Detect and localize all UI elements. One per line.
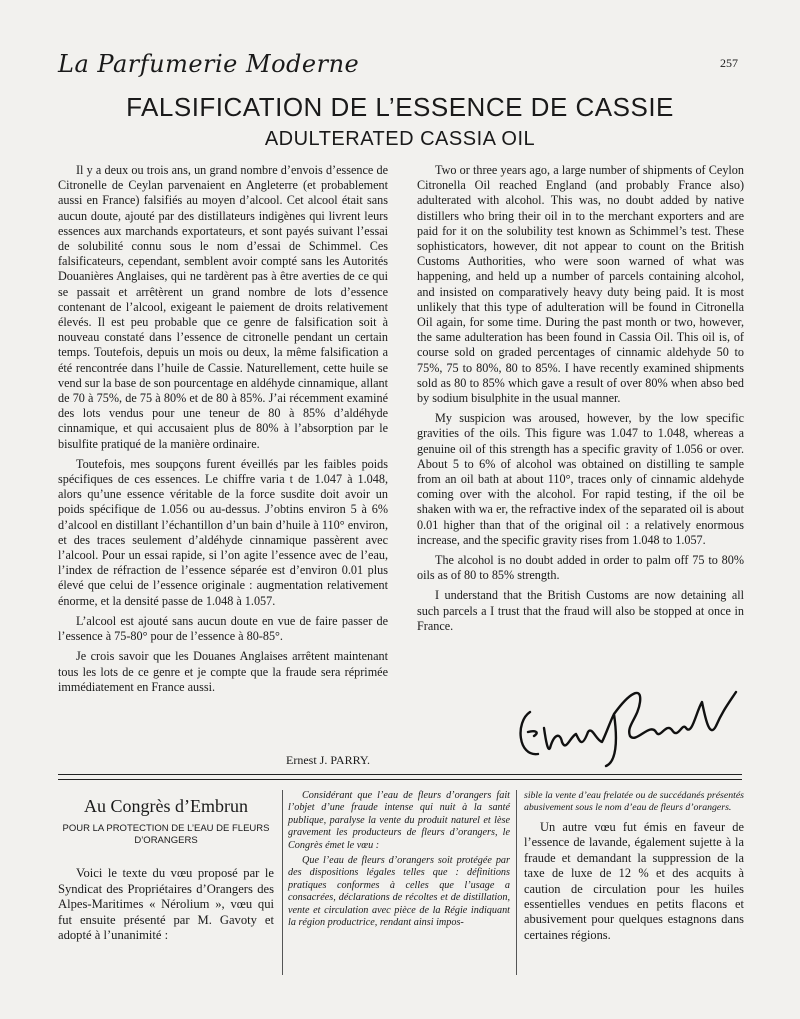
author-signature: Ernest J. PARRY. <box>286 753 371 767</box>
column-divider <box>282 790 283 975</box>
english-column <box>417 163 744 639</box>
section-divider <box>58 774 742 775</box>
handwritten-signature <box>510 682 740 768</box>
english-paragraph: The alcohol is no doubt added in order to palm off 75 to 80% oils as of 80 to 85% strength. <box>417 553 744 583</box>
congress-intro <box>58 866 274 944</box>
french-column <box>58 163 388 700</box>
congress-paragraph: Voici le texte du vœu proposé par le Syndicat des Propriétaires d’Orangers des Alpes-Maritimes « Nérolium », vœu qui fut ensuite présenté par M. Gavoty et adopté à l’unanimité : <box>58 866 274 943</box>
congress-resolution <box>288 790 510 932</box>
french-paragraph: Toutefois, mes soupçons furent éveillés par les faibles poids spécifiques de ces essences. Le chiffre varia t de 1.047 à 1.048, alors qu’une essence véritable de la force susdite doit avoir un poids spécifique de 1.056 ou au-dessus. J’obtins environ 5 à 6% d’alcool en distillant l’échantillon d’un bain d’huile à 110° environ, et des traces seulement d’aldéhyde cinnamique passèrent avec l’alcool. Pour un essai rapide, si l’on agite l’essence avec de l’eau, l’index de réfraction de l’essence séparée est d’environ 0.01 plus élevé que celui de l’essence originale : augmentation relativement énorme, et la densité passe de 1.048 à 1.057. <box>58 456 388 608</box>
article-subtitle: ADULTERATED CASSIA OIL <box>264 128 536 150</box>
column-divider <box>516 790 517 975</box>
resolution-paragraph: Considérant que l’eau de fleurs d’orangers fait l’objet d’une fraude intense qui nuit à la santé publique, paralyse la vente du produit naturel et lèse gravement les producteurs de fleurs d’orangers, le Congrès émet le vœu : <box>288 790 510 851</box>
lavender-resolution: Un autre vœu fut émis en faveur de l’essence de lavande, également sujette à la fraude et demandant la suppression de la taxe de luxe de 12 % et des acquits à caution de circulation pour les huiles essentielles vendues en petits flacons et abusivement pour quelques estagnons dans certaines régions. <box>524 820 744 942</box>
english-paragraph: My suspicion was aroused, however, by the low specific gravities of the oils. This figure was 1.047 to 1.048, whereas a genuine oil of this strength has a specific gravity of 1.056 or over. About 5 to 6% of alcohol was obtained on distilling te sample from an oil bath at about 110°, traces only of cinnamic aldehyde coming over with the alcohol. For rapid testing, if the oil be shaken with wa er, the refractive index of the separated oil is about 0.01 higher than that of the original oil : a relatively enormous increase, and the specific gravity rises from 1.048 to 1.057. <box>417 411 744 547</box>
article-title: FALSIFICATION DE L’ESSENCE DE CASSIE <box>126 92 674 122</box>
congress-subtitle: POUR LA PROTECTION DE L’EAU DE FLEURS D’ORANGERS <box>62 823 270 846</box>
english-paragraph: Two or three years ago, a large number of shipments of Ceylon Citronella Oil reached England (and probably France also) adulterated with alcohol. This was, no doubt added by native distillers who bring their oil in to the merchant exporters and are paid for it on the solubility test known as Schimmel’s test. These sophisticators, however, dit not appear to count on the British Customs Authorities, who were soon warned of what was happening, and held up a number of parcels containing alcohol, and insisted on comparatively heavy duty being paid. It is most unlikely that this type of adulteration will be found in Citronella Oil again, for some time. During the past month or two, however, the same adulteration has been found in Cassia Oil. This oil is, of course sold on graded percentages of cinnamic aldehyde 50 to 75%, 75 to 80%, 80 to 85%. I have recently examined shipments sold as 80 to 85% which gave a result of over 80% when abso bed by sodium bisulphite in the usual manner. <box>417 163 744 406</box>
french-paragraph: Il y a deux ou trois ans, un grand nombre d’envois d’essence de Citronelle de Ceylan parvenaient en Angleterre (et probablement aussi en France) falsifiés au moyen d’alcool. Cet alcool était sans aucun doute, ajouté par des distillateurs indigènes qui livrent leurs essences aux marchands exportateurs, et sont payés suivant l’essai de solubilité connu sous le nom d’essai de Schimmel. Ces falsificateurs, cependant, semblent avoir compté sans les Autorités Douanières Anglaises, qui ne tardèrent pas à être averties de ce qui se passait et arrêtèrent un grand nombre de lots d’essence contenant de l’alcool, exigeant le paiement de droits relativement élevés. Il est peu probable que ce genre de falsification soit à nouveau constaté dans l’essence de citronelle pendant un certain temps. Toutefois, depuis un mois ou deux, la même falsification a été rencontrée dans l’huile de Cassie. Naturellement, cette huile se vend sur la base de son pourcentage en aldéhyde cinnamique, allant de 70 à 75%, de 75 à 80% et de 80 à 85%. J’ai récemment examiné des lots vendus pour une teneur de 80 à 85% d’aldéhyde cinnamique, et qui accusaient plus de 80% à l’absorption par le bisulfite pratiqué de la manière ordinaire. <box>58 163 388 451</box>
resolution-continuation: sible la vente d’eau frelatée ou de succédanés présentés abusivement sous le nom d’eau de fleurs d’orangers. <box>524 790 744 813</box>
page-number: 257 <box>720 56 738 70</box>
magazine-header: La Parfumerie Moderne <box>58 50 360 78</box>
congress-right-column <box>524 790 744 943</box>
french-paragraph: L’alcool est ajouté sans aucun doute en vue de faire passer de l’essence à 75-80° pour de l’essence à 80-85°. <box>58 613 388 644</box>
section-divider <box>58 779 742 780</box>
resolution-paragraph: Que l’eau de fleurs d’orangers soit protégée par des dispositions légales telles que : définitions pratiques conformes à celles que l’usage a consacrées, déclarations de récoltes et de distillation, vente et circulation avec pièce de la Régie indiquant la région productrice, rendant ainsi impos- <box>288 855 510 929</box>
french-paragraph: Je crois savoir que les Douanes Anglaises arrêtent maintenant tous les lots de ce genre et je compte que la fraude sera réprimée immédiatement en France aussi. <box>58 649 388 694</box>
english-paragraph: I understand that the British Customs are now detaining all such parcels a I trust that the fraud will also be stopped at once in France. <box>417 588 744 633</box>
congress-title: Au Congrès d’Embrun <box>84 796 248 816</box>
